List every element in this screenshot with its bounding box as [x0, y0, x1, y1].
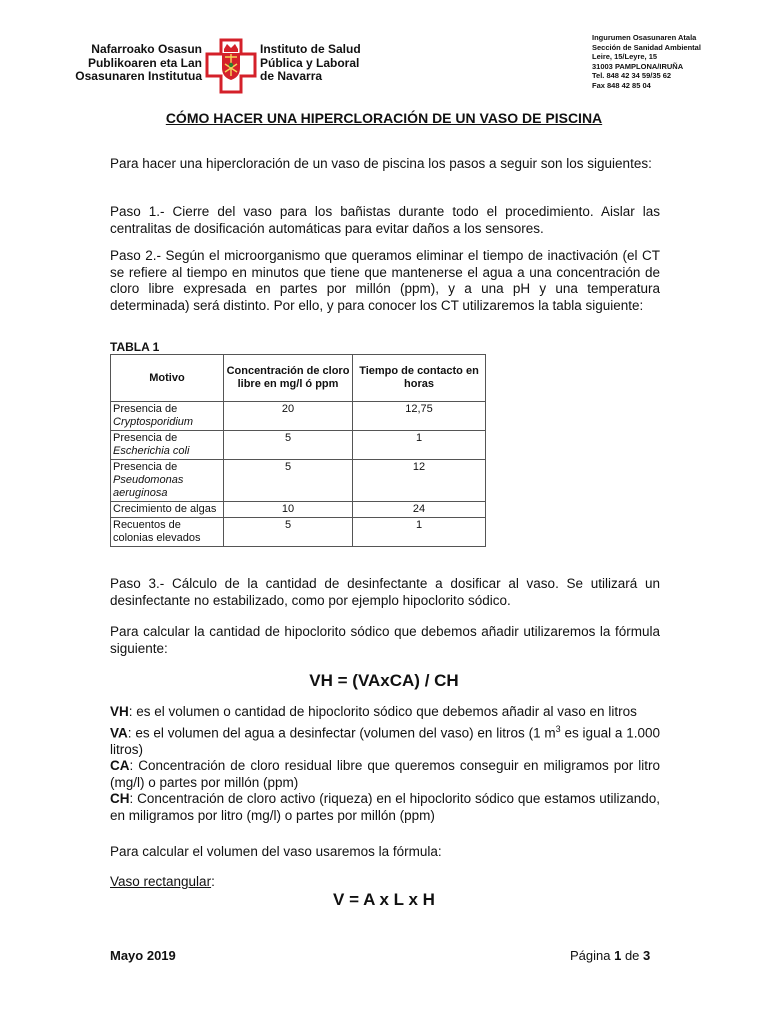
cell-conc: 5 — [224, 431, 353, 460]
vaso-rect-text: Vaso rectangular — [110, 874, 212, 889]
header-right-line: Instituto de Salud — [260, 42, 361, 56]
def-text: : Concentración de cloro residual libre que queremos conseguir en miligramos por litro (mg/l) o partes por millón (ppm) — [110, 758, 660, 790]
cell-tiempo: 12,75 — [353, 402, 486, 431]
formula-vh: VH = (VAxCA) / CH — [309, 671, 459, 690]
cell-conc: 5 — [224, 460, 353, 502]
cell-conc: 20 — [224, 402, 353, 431]
ct-table — [110, 354, 486, 547]
cell-tiempo: 1 — [353, 431, 486, 460]
volume-paragraph: Para calcular el volumen del vaso usaremos la fórmula: — [110, 844, 442, 859]
page-of: de — [621, 948, 644, 963]
table-row — [111, 431, 486, 460]
address-line: Leire, 15/Leyre, 15 — [592, 52, 658, 61]
document-title: CÓMO HACER UNA HIPERCLORACIÓN DE UN VASO DE PISCINA — [165, 110, 603, 126]
page-current: 1 — [614, 948, 622, 963]
header-tiempo: Tiempo de contacto en horas — [353, 355, 486, 402]
cell-motivo: Crecimiento de algas — [111, 502, 224, 518]
table-row — [111, 502, 486, 518]
motivo-organism: Cryptosporidium — [113, 416, 194, 428]
header-left-line: Publikoaren eta Lan — [87, 55, 202, 70]
navarra-logo — [205, 38, 257, 94]
table-row — [111, 518, 486, 547]
def-key: VA — [110, 725, 128, 740]
paso-2-paragraph: Paso 2.- Según el microorganismo que queramos eliminar el tiempo de inactivación (el CT se refiere al tiempo en minutos que tiene que mantenerse el agua a una concentración de cloro libre expresada en partes por millón (ppm), y a una pH y una temperatura determinada) será distinto. Por ello, y para conocer los CT utilizaremos la tabla siguiente: — [110, 248, 660, 313]
calc-paragraph: Para calcular la cantidad de hipoclorito sódico que debemos añadir utilizaremos la fórmula siguiente: — [110, 624, 660, 656]
cell-tiempo: 12 — [353, 460, 486, 502]
paso-3-paragraph: Paso 3.- Cálculo de la cantidad de desinfectante a dosificar al vaso. Se utilizará un desinfectante no estabilizado, como por ejemplo hipoclorito sódico. — [110, 576, 660, 608]
page-total: 3 — [643, 948, 651, 963]
paso-1-paragraph: Paso 1.- Cierre del vaso para los bañistas durante todo el procedimiento. Aislar las centralitas de dosificación automáticas para evitar daños a los sensores. — [110, 204, 660, 236]
def-key: CH — [110, 791, 130, 806]
header-right-block — [260, 43, 400, 84]
def-sup: 3 — [555, 723, 561, 734]
cell-motivo — [111, 431, 224, 460]
cell-tiempo: 1 — [353, 518, 486, 547]
address-line: 31003 PAMPLONA/IRUÑA — [592, 61, 684, 71]
def-ch — [110, 791, 660, 824]
table-header-row — [111, 355, 486, 402]
motivo-text: Presencia de — [113, 403, 178, 415]
cell-conc: 10 — [224, 502, 353, 518]
def-text: es igual a 1.000 litros) — [110, 725, 661, 757]
cell-motivo — [111, 402, 224, 431]
def-va — [110, 721, 660, 759]
cell-motivo — [111, 460, 224, 502]
table-row — [111, 402, 486, 431]
motivo-organism: Pseudomonas aeruginosa — [113, 474, 184, 499]
header-left-line: Osasunaren Institutua — [75, 69, 202, 83]
table-row — [111, 460, 486, 502]
def-key: CA — [110, 758, 130, 773]
definitions-block — [110, 704, 660, 824]
vaso-rect-colon: : — [211, 874, 215, 889]
footer-page-number — [570, 948, 650, 963]
header-motivo: Motivo — [111, 355, 224, 402]
cell-motivo: Recuentos de colonias elevados — [111, 518, 224, 547]
cell-tiempo: 24 — [353, 502, 486, 518]
def-vh — [110, 704, 660, 721]
header-left-block — [62, 43, 202, 84]
header-concentracion: Concentración de cloro libre en mg/l ó ppm — [224, 355, 353, 402]
address-line: Sección de Sanidad Ambiental — [592, 42, 701, 52]
header-address — [592, 33, 701, 90]
header-left-line: Nafarroako Osasun — [91, 42, 202, 56]
cell-conc: 5 — [224, 518, 353, 547]
vaso-rect-label — [110, 874, 660, 891]
footer-date: Mayo 2019 — [110, 948, 176, 963]
table-label: TABLA 1 — [110, 340, 160, 354]
intro-paragraph: Para hacer una hipercloración de un vaso de piscina los pasos a seguir son los siguientes: — [110, 156, 652, 171]
address-line: Tel. 848 42 34 59/35 62 — [592, 71, 672, 80]
def-text: : es el volumen del agua a desinfectar (volumen del vaso) en litros (1 m — [127, 725, 556, 740]
def-text: : es el volumen o cantidad de hipoclorito sódico que debemos añadir al vaso en litros — [128, 704, 637, 719]
address-line: Ingurumen Osasunaren Atala — [592, 33, 697, 42]
formula-volume: V = A x L x H — [333, 890, 435, 909]
motivo-text: Presencia de — [113, 461, 178, 473]
def-key: VH — [110, 704, 129, 719]
header-right-line: Pública y Laboral — [260, 55, 360, 70]
motivo-text: Presencia de — [113, 432, 178, 444]
address-line: Fax 848 42 85 04 — [592, 80, 651, 90]
def-text: : Concentración de cloro activo (riqueza) en el hipoclorito sódico que estamos utilizando, en miligramos por litro (mg/l) o partes por millón (ppm) — [110, 791, 660, 823]
motivo-organism: Escherichia coli — [113, 445, 190, 457]
page-word: Página — [570, 948, 615, 963]
header-right-line: de Navarra — [260, 69, 323, 83]
def-ca — [110, 758, 660, 791]
